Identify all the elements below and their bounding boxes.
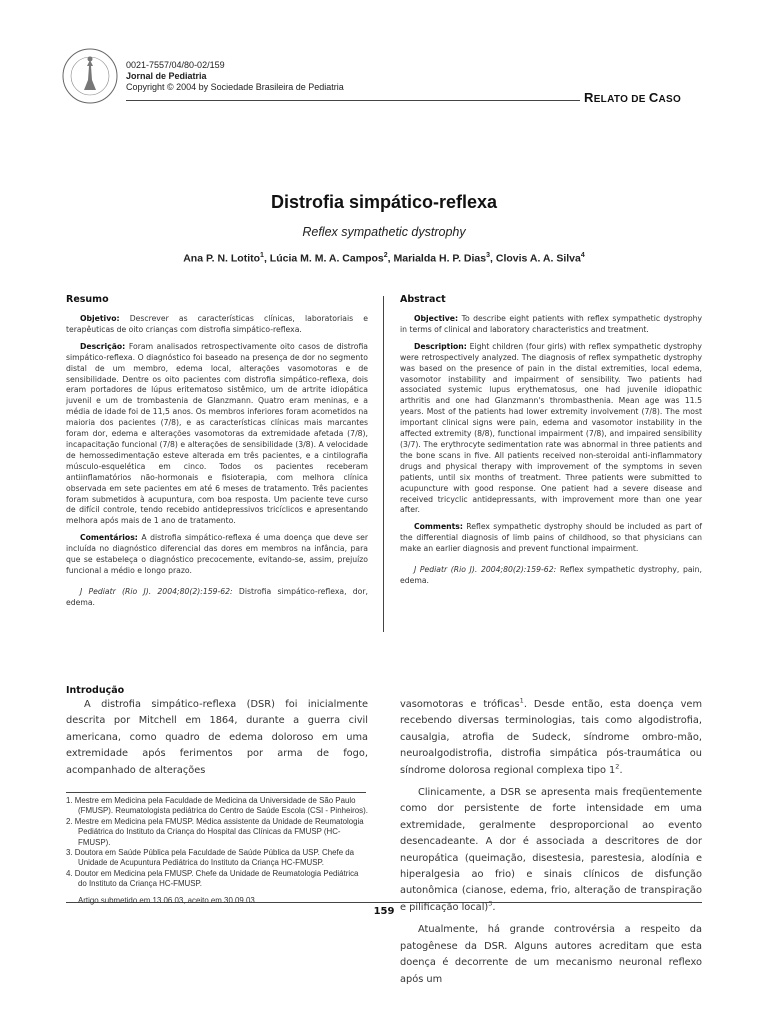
page-number: 159 bbox=[373, 906, 395, 917]
journal-header bbox=[126, 60, 344, 93]
footer-rule bbox=[66, 902, 702, 903]
description-label: Description: bbox=[414, 341, 467, 351]
section-tag-rest1: ELATO DE bbox=[593, 94, 649, 105]
resumo-heading: Resumo bbox=[66, 294, 109, 305]
copyright: Copyright © 2004 by Sociedade Brasileira de Pediatria bbox=[126, 82, 344, 92]
resumo-body bbox=[66, 314, 368, 609]
description-text: Eight children (four girls) with reflex sympathetic dystrophy were retrospectively analyzed. The diagnosis of reflex sympathetic dystrophy was based on the presence of pain in the distal extremities, local edema, vasomotor instability and impairment of sensibility. Two patients had associated systemic lupus erythematosus, one had juvenile idiopathic arthritis and one had Glanzmann's thrombasthenia. Mean age was 11.5 years. Most of the patients had lower extremity involvement (7/8). The most important clinical signs were pain, edema and vasomotor instability in the affected extremity (8/8), functional impairment (7/8), and impaired sensibility (3/7). The erythrocyte sedimentation rate was abnormal in three patients and the bone scans in five. All patients received non-steroidal anti-inflammatory drugs and physical therapy with improvement of the symptoms in seven patients, until six months of treatment. Three patients were submitted to acupuncture with good response. One patient had a severe disease and received tricyclic antidepressants, with improvement more than one year after. bbox=[400, 341, 702, 515]
author-affil: 3 bbox=[486, 252, 491, 259]
section-tag-rest2: ASO bbox=[658, 94, 682, 105]
article-subtitle: Reflex sympathetic dystrophy bbox=[302, 225, 466, 239]
author: Clovis A. A. Silva bbox=[495, 252, 581, 265]
column-divider bbox=[383, 296, 384, 632]
intro-paragraph bbox=[400, 785, 702, 916]
section-tag-c: C bbox=[648, 90, 659, 105]
comments-label: Comments: bbox=[414, 522, 463, 532]
footnote: 4. Doutor em Medicina pela FMUSP. Chefe da Unidade de Reumatologia Pediátrica do Instituto da Criança HC-FMUSP. bbox=[66, 868, 359, 889]
objetivo-label: Objetivo: bbox=[80, 314, 120, 323]
abstract-objective bbox=[400, 314, 702, 336]
comentarios-text: A distrofia simpático-reflexa é uma doença que deve ser incluída no diagnóstico diferencial das dores em membros na infância, para que se estabeleça o diagnóstico precocemente, evitando-se, assim, prejuízo funcional a médio e longo prazo. bbox=[66, 533, 368, 575]
author-affil: 4 bbox=[580, 252, 585, 259]
submission-date: Artigo submetido em 13.06.03, aceito em 30.09.03. bbox=[78, 895, 257, 905]
resumo-objetivo bbox=[66, 314, 368, 336]
text-run: . bbox=[492, 901, 496, 913]
abstract-section bbox=[400, 294, 702, 593]
citation-ref: J Pediatr (Rio J). 2004;80(2):159-62: bbox=[414, 565, 557, 575]
reference-marker: 3 bbox=[488, 899, 493, 908]
author: Ana P. N. Lotito bbox=[183, 252, 261, 265]
abstract-body bbox=[400, 314, 702, 587]
resumo-descricao bbox=[66, 342, 368, 527]
intro-left-column bbox=[66, 697, 368, 785]
society-seal-logo bbox=[60, 46, 120, 106]
section-tag bbox=[584, 90, 681, 105]
citation-keywords: Reflex sympathetic dystrophy, pain, edema. bbox=[400, 565, 702, 585]
resumo-citation bbox=[66, 587, 368, 609]
reference-marker: 1 bbox=[519, 696, 524, 705]
footnote: 2. Mestre em Medicina pela FMUSP. Médica assistente da Unidade de Reumatologia Pediátrica do Instituto da Criança do Hospital das Clínicas da FMUSP (HC-FMUSP). bbox=[66, 816, 364, 847]
author-affil: 2 bbox=[383, 252, 388, 259]
author-affil: 1 bbox=[260, 252, 264, 259]
header-rule bbox=[126, 100, 580, 101]
article-title: Distrofia simpático-reflexa bbox=[270, 192, 498, 212]
comentarios-label: Comentários: bbox=[80, 533, 138, 543]
journal-name: Jornal de Pediatria bbox=[126, 71, 207, 81]
introducao-heading: Introdução bbox=[66, 685, 125, 696]
abstract-heading: Abstract bbox=[400, 294, 446, 305]
objective-text: To describe eight patients with reflex sympathetic dystrophy in terms of clinical and laboratory characteristics and treatment. bbox=[400, 314, 702, 334]
resumo-comentarios bbox=[66, 533, 368, 577]
footnote-rule bbox=[66, 792, 366, 793]
abstract-citation bbox=[400, 565, 702, 587]
resumo-section bbox=[66, 294, 368, 615]
journal-code: 0021-7557/04/80-02/159 bbox=[126, 60, 225, 70]
footnotes bbox=[66, 796, 368, 906]
intro-right-column bbox=[400, 697, 702, 994]
abstract-comments bbox=[400, 522, 702, 555]
descricao-label: Descrição: bbox=[80, 341, 126, 351]
abstract-description bbox=[400, 342, 702, 517]
objective-label: Objective: bbox=[414, 314, 459, 323]
objetivo-text: Descrever as características clínicas, laboratoriais e terapêuticas de oito crianças com distrofia simpático-reflexa. bbox=[66, 314, 368, 334]
citation-keywords: Distrofia simpático-reflexa, dor, edema. bbox=[66, 586, 368, 607]
author-list: Ana P. N. Lotito$^1$, Lúcia M. M. A. Campos$^2$, Marialda H. P. Dias$^3$, Clovis A. A. Silva$^4$ bbox=[183, 252, 585, 265]
comments-text: Reflex sympathetic dystrophy should be included as part of the differential diagnosis of limb pains of childhood, so that physicians can make an earlier diagnosis and prevent functional impairment. bbox=[400, 522, 702, 554]
text-run: vasomotoras e tróficas bbox=[400, 699, 520, 710]
text-run: . Desde então, esta doença vem recebendo diversas terminologias, tais como algodistrofia, causalgia, atrofia de Sudeck, síndrome ombro-mão, neuroalgodistrofia, distrofia simpática pós-traumática ou síndrome dolorosa regional complexa tipo 1 bbox=[400, 699, 702, 776]
author: Lúcia M. M. A. Campos bbox=[269, 252, 384, 265]
reference-marker: 2 bbox=[615, 762, 620, 771]
text-run: Clinicamente, a DSR se apresenta mais freqüentemente como dor persistente de forte intensidade em uma extremidade, geralmente desproporcional ao evento desencadeante. A dor é associada a descritores de dor neuropática (queimação, disestesia, parestesia, alodínia e hiperalgesia ao frio) e sinais clínicos de disfunção autonômica (cianose, edema, frio, alteração de transpiração e pilificação local) bbox=[400, 787, 702, 913]
descricao-text: Foram analisados retrospectivamente oito casos de distrofia simpático-reflexa. O diagnóstico foi baseado na presença de dor no segmento distal de um membro, edema local, alterações vasomotoras e de sensibilidade. Dentre os oito pacientes com distrofia simpático-reflexa, dois eram portadores de lúpus eritematoso sistêmico, um de artrite idiopática juvenil e um de trombastenia de Glanzmann. Quatro eram meninas, e a média de idade foi de 11,5 anos. Os membros inferiores foram acometidos na maioria dos pacientes (7/8), e as características clínicas mais marcantes foram dor, edema e alterações vasomotoras da extremidade afetada (7/8), incapacitação funcional (7/8) e alterações de sensibilidade (3/8). A velocidade de hemossedimentação esteve alterada em três pacientes, e a cintilografia músculo-esquelética em cinco. Todos os pacientes receberam antiinflamatórios não-hormonais e fisioterapia, com melhora clínica observada em sete pacientes em até 6 meses de tratamento. Três pacientes foram submetidos à acupuntura, com boa resposta. Um paciente teve curso de difícil controle, tendo recebido antidepressivos tricíclicos e apresentando melhora após mais de 1 ano de tratamento. bbox=[66, 341, 368, 526]
text-run: . bbox=[619, 764, 623, 776]
section-tag-r: R bbox=[584, 90, 594, 105]
author: Marialda H. P. Dias bbox=[393, 252, 487, 265]
footnote: 3. Doutora em Saúde Pública pela Faculdade de Saúde Pública da USP. Chefe da Unidade de Acupuntura Pediátrica do Instituto da Criança HC-FMUSP. bbox=[66, 848, 355, 868]
intro-paragraph: Atualmente, há grande controvérsia a respeito da patogênese da DSR. Alguns autores acreditam que esta doença é decorrente de um mecanismo neuronal reflexo após um bbox=[400, 924, 702, 985]
intro-paragraph: A distrofia simpático-reflexa (DSR) foi inicialmente descrita por Mitchell em 1864, durante a guerra civil americana, como quadro de edema doloroso em uma extremidade após ferimentos por arma de fogo, acompanhado de alterações bbox=[66, 699, 368, 776]
intro-paragraph bbox=[400, 697, 702, 779]
footnote: 1. Mestre em Medicina pela Faculdade de Medicina da Universidade de São Paulo (FMUSP). Reumatologista pediátrica do Centro de Saúde Escola (CSI - Pinheiros). bbox=[66, 796, 368, 816]
citation-ref: J Pediatr (Rio J). 2004;80(2):159-62: bbox=[80, 586, 233, 596]
